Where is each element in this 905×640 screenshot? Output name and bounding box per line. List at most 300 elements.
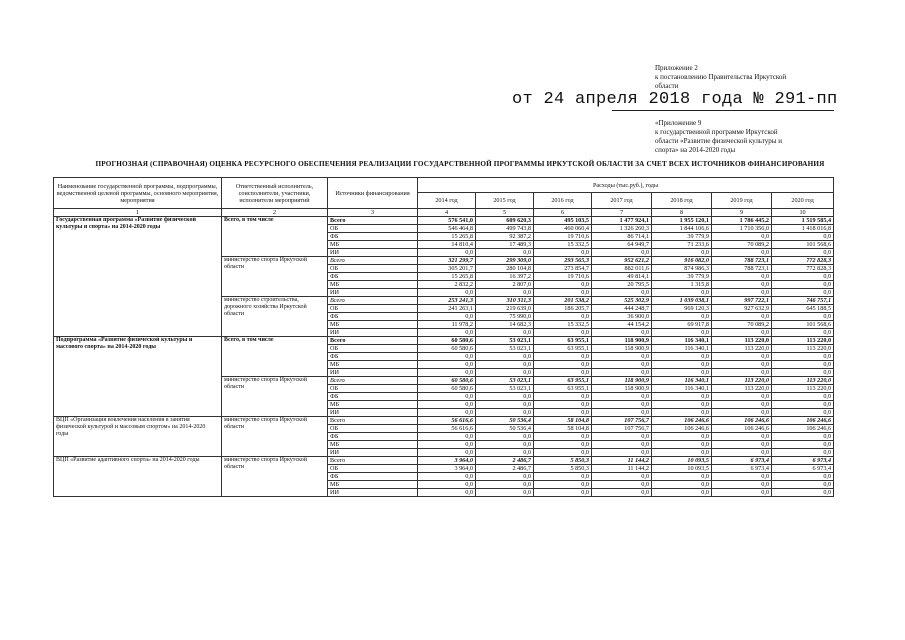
amount-cell: 113 220,0 [772,345,834,353]
amount-cell: 63 955,1 [534,377,592,385]
amount-cell: 0,0 [534,313,592,321]
amount-cell: 0,0 [592,473,652,481]
amount-cell: 0,0 [418,369,476,377]
amount-cell: 0,0 [712,369,772,377]
amount-cell: 14 810,4 [418,241,476,249]
table-row [54,417,834,425]
amount-cell: 0,0 [534,433,592,441]
col-number: 8 [652,209,712,217]
amount-cell: 1 418 016,8 [772,225,834,233]
amount-cell: 0,0 [476,473,534,481]
appendix-2-line: области [655,82,679,90]
table-body [54,217,834,497]
amount-cell: 0,0 [418,449,476,457]
amount-cell: 11 144,2 [592,457,652,465]
amount-cell: 0,0 [592,449,652,457]
source-cell: Всего [328,457,418,465]
amount-cell: 0,0 [772,281,834,289]
year-header: 2020 год [772,193,834,209]
amount-cell: 0,0 [534,489,592,497]
amount-cell: 6 973,4 [772,457,834,465]
amount-cell: 0,0 [772,369,834,377]
amount-cell: 0,0 [476,329,534,337]
amount-cell: 460 060,4 [534,225,592,233]
executor-cell: Всего, в том числе [222,337,328,377]
amount-cell: 1 786 445,2 [712,217,772,225]
amount-cell: 1 477 924,1 [592,217,652,225]
amount-cell: 63 955,1 [534,337,592,345]
amount-cell: 101 568,6 [772,321,834,329]
amount-cell: 0,0 [652,473,712,481]
amount-cell: 60 580,6 [418,337,476,345]
amount-cell: 0,0 [712,473,772,481]
appendix-9-note [655,119,835,155]
amount-cell: 0,0 [772,401,834,409]
amount-cell: 0,0 [592,433,652,441]
amount-cell: 0,0 [476,361,534,369]
col-number: 10 [772,209,834,217]
source-cell: Всего [328,337,418,345]
amount-cell: 299 309,0 [476,257,534,265]
amount-cell: 64 949,7 [592,241,652,249]
amount-cell: 0,0 [534,353,592,361]
amount-cell: 0,0 [652,289,712,297]
amount-cell: 0,0 [592,369,652,377]
amount-cell: 0,0 [418,313,476,321]
amount-cell: 1 039 038,1 [652,297,712,305]
amount-cell: 280 104,8 [476,265,534,273]
source-cell: МБ [328,321,418,329]
amount-cell: 50 536,4 [476,425,534,433]
amount-cell: 10 093,5 [652,457,712,465]
amount-cell: 58 104,8 [534,417,592,425]
amount-cell: 106 246,6 [712,417,772,425]
appendix-9-line: к государственной программе Иркутской [655,128,778,136]
amount-cell: 0,0 [652,401,712,409]
appendix-2-note [655,64,825,91]
amount-cell: 106 246,6 [652,417,712,425]
amount-cell: 11 144,2 [592,465,652,473]
source-cell: ОБ [328,385,418,393]
amount-cell: 0,0 [712,281,772,289]
amount-cell: 11 978,2 [418,321,476,329]
amount-cell: 86 714,1 [592,233,652,241]
amount-cell: 116 340,1 [652,385,712,393]
amount-cell: 882 011,6 [592,265,652,273]
source-cell: ОБ [328,265,418,273]
amount-cell: 0,0 [476,433,534,441]
amount-cell: 75 990,0 [476,313,534,321]
program-name-cell: Подпрограмма «Развитие физической культуры и массового спорта» на 2014-2020 годы [54,337,222,417]
amount-cell: 0,0 [418,329,476,337]
amount-cell: 63 955,1 [534,385,592,393]
amount-cell: 0,0 [712,353,772,361]
amount-cell: 0,0 [652,393,712,401]
source-cell: ИИ [328,369,418,377]
amount-cell: 60 580,6 [418,345,476,353]
amount-cell: 0,0 [652,329,712,337]
amount-cell: 63 955,1 [534,345,592,353]
amount-cell: 5 850,3 [534,465,592,473]
financing-table [53,177,834,497]
amount-cell: 71 233,6 [652,241,712,249]
amount-cell: 15 265,8 [418,273,476,281]
amount-cell: 546 464,8 [418,225,476,233]
amount-cell: 0,0 [534,401,592,409]
amount-cell: 645 188,5 [772,305,834,313]
amount-cell: 0,0 [476,481,534,489]
source-cell: ФБ [328,393,418,401]
amount-cell: 0,0 [712,489,772,497]
appendix-2-line: Приложение 2 [655,64,698,72]
amount-cell: 0,0 [534,369,592,377]
amount-cell: 0,0 [534,449,592,457]
source-cell: МБ [328,401,418,409]
source-cell: Всего [328,217,418,225]
source-cell: ОБ [328,425,418,433]
amount-cell: 107 756,7 [592,425,652,433]
amount-cell: 0,0 [592,481,652,489]
amount-cell: 6 973,4 [712,457,772,465]
amount-cell: 0,0 [476,249,534,257]
amount-cell: 293 565,3 [534,257,592,265]
amount-cell: 0,0 [418,473,476,481]
amount-cell: 0,0 [592,409,652,417]
amount-cell: 0,0 [534,249,592,257]
amount-cell: 20 795,5 [592,281,652,289]
source-cell: ОБ [328,225,418,233]
amount-cell: 0,0 [592,329,652,337]
amount-cell: 0,0 [418,249,476,257]
amount-cell: 0,0 [592,249,652,257]
amount-cell: 3 964,0 [418,465,476,473]
amount-cell: 69 917,8 [652,321,712,329]
amount-cell: 116 340,1 [652,337,712,345]
appendix-2-line: к постановлению Правительства Иркутской [655,73,787,81]
amount-cell: 92 387,2 [476,233,534,241]
amount-cell: 997 722,1 [712,297,772,305]
amount-cell: 321 299,7 [418,257,476,265]
amount-cell: 0,0 [592,401,652,409]
amount-cell: 0,0 [418,441,476,449]
amount-cell: 15 332,5 [534,321,592,329]
executor-cell: министерство спорта Иркутской области [222,257,328,297]
amount-cell: 0,0 [712,313,772,321]
amount-cell: 3 964,0 [418,457,476,465]
amount-cell: 116 340,1 [652,377,712,385]
amount-cell: 0,0 [772,361,834,369]
year-header: 2015 год [476,193,534,209]
amount-cell: 273 854,7 [534,265,592,273]
amount-cell: 113 220,0 [712,345,772,353]
amount-cell: 0,0 [418,361,476,369]
amount-cell: 15 265,8 [418,233,476,241]
amount-cell: 0,0 [418,289,476,297]
amount-cell: 0,0 [712,329,772,337]
amount-cell: 0,0 [476,489,534,497]
amount-cell: 2 807,0 [476,281,534,289]
amount-cell: 0,0 [592,489,652,497]
amount-cell: 969 120,3 [652,305,712,313]
amount-cell: 0,0 [592,441,652,449]
amount-cell: 0,0 [476,289,534,297]
amount-cell: 0,0 [712,273,772,281]
amount-cell: 0,0 [418,353,476,361]
amount-cell: 0,0 [772,441,834,449]
amount-cell: 0,0 [712,393,772,401]
amount-cell: 0,0 [712,249,772,257]
amount-cell: 70 089,2 [712,321,772,329]
amount-cell: 0,0 [652,489,712,497]
amount-cell: 106 246,6 [772,425,834,433]
amount-cell: 0,0 [772,313,834,321]
amount-cell: 788 723,1 [712,265,772,273]
amount-cell: 0,0 [652,313,712,321]
source-cell: Всего [328,377,418,385]
amount-cell: 0,0 [712,361,772,369]
amount-cell: 0,0 [772,473,834,481]
source-cell: ИИ [328,289,418,297]
col-header-executor: Ответственный исполнитель, соисполнители, участники, исполнители мероприятий [222,178,328,209]
decree-underline [612,110,834,111]
amount-cell: 0,0 [592,353,652,361]
amount-cell: 525 302,9 [592,297,652,305]
amount-cell: 0,0 [476,353,534,361]
amount-cell: 17 489,3 [476,241,534,249]
source-cell: ИИ [328,249,418,257]
amount-cell: 70 089,2 [712,241,772,249]
amount-cell: 0,0 [476,409,534,417]
amount-cell: 0,0 [772,353,834,361]
amount-cell: 0,0 [652,361,712,369]
amount-cell: 60 580,6 [418,385,476,393]
amount-cell: 310 311,3 [476,297,534,305]
amount-cell: 53 023,1 [476,337,534,345]
amount-cell: 106 246,6 [772,417,834,425]
amount-cell: 101 568,6 [772,241,834,249]
source-cell: МБ [328,281,418,289]
source-cell: ИИ [328,409,418,417]
amount-cell: 0,0 [772,449,834,457]
amount-cell: 2 832,2 [418,281,476,289]
amount-cell: 2 486,7 [476,457,534,465]
amount-cell: 0,0 [772,481,834,489]
amount-cell: 305 201,7 [418,265,476,273]
amount-cell: 2 486,7 [476,465,534,473]
amount-cell: 444 248,7 [592,305,652,313]
amount-cell: 16 397,2 [476,273,534,281]
amount-cell: 58 104,8 [534,425,592,433]
amount-cell: 0,0 [772,273,834,281]
amount-cell: 39 779,9 [652,273,712,281]
amount-cell: 107 756,7 [592,417,652,425]
amount-cell: 0,0 [772,233,834,241]
amount-cell: 0,0 [534,441,592,449]
table-row [54,337,834,345]
amount-cell: 50 536,4 [476,417,534,425]
amount-cell: 0,0 [772,409,834,417]
amount-cell: 0,0 [652,369,712,377]
executor-cell: министерство спорта Иркутской области [222,457,328,497]
source-cell: ОБ [328,465,418,473]
source-cell: Всего [328,257,418,265]
amount-cell: 495 103,5 [534,217,592,225]
amount-cell: 788 723,1 [712,257,772,265]
amount-cell: 0,0 [476,393,534,401]
amount-cell: 36 900,0 [592,313,652,321]
amount-cell: 609 620,3 [476,217,534,225]
amount-cell: 0,0 [772,489,834,497]
appendix-9-line: области «Развитие физической культуры и [655,137,782,145]
amount-cell: 0,0 [652,481,712,489]
amount-cell: 0,0 [476,449,534,457]
amount-cell: 0,0 [712,233,772,241]
amount-cell: 0,0 [534,393,592,401]
amount-cell: 53 023,1 [476,385,534,393]
amount-cell: 0,0 [418,393,476,401]
amount-cell: 0,0 [772,289,834,297]
amount-cell: 253 241,3 [418,297,476,305]
amount-cell: 113 220,0 [712,337,772,345]
col-number: 6 [534,209,592,217]
amount-cell: 186 205,7 [534,305,592,313]
amount-cell: 0,0 [652,409,712,417]
source-cell: Всего [328,417,418,425]
amount-cell: 1 315,8 [652,281,712,289]
amount-cell: 39 779,9 [652,233,712,241]
col-number: 7 [592,209,652,217]
amount-cell: 0,0 [418,489,476,497]
amount-cell: 0,0 [592,361,652,369]
amount-cell: 1 326 260,3 [592,225,652,233]
table-row [54,457,834,465]
source-cell: МБ [328,241,418,249]
decree-date-number: от 24 апреля 2018 года № 291-пп [512,90,838,109]
amount-cell: 44 154,2 [592,321,652,329]
col-header-source: Источники финансирования [328,178,418,209]
col-header-program: Наименование государственной программы, подпрограммы, ведомственной целевой программы, основного мероприятия, мероприятия [54,178,222,209]
table-row [54,217,834,225]
amount-cell: 0,0 [712,449,772,457]
amount-cell: 19 710,6 [534,273,592,281]
amount-cell: 0,0 [712,289,772,297]
amount-cell: 952 621,2 [592,257,652,265]
amount-cell: 113 220,0 [712,385,772,393]
amount-cell: 0,0 [534,289,592,297]
year-header: 2017 год [592,193,652,209]
amount-cell: 0,0 [652,441,712,449]
source-cell: Всего [328,297,418,305]
source-cell: МБ [328,361,418,369]
amount-cell: 15 332,5 [534,241,592,249]
col-number: 1 [54,209,222,217]
col-number: 3 [328,209,418,217]
amount-cell: 106 246,6 [652,425,712,433]
amount-cell: 219 639,0 [476,305,534,313]
amount-cell: 6 973,4 [772,465,834,473]
amount-cell: 6 973,4 [712,465,772,473]
amount-cell: 772 828,3 [772,257,834,265]
year-header: 2014 год [418,193,476,209]
amount-cell: 113 220,0 [772,377,834,385]
amount-cell: 1 710 356,0 [712,225,772,233]
amount-cell: 118 900,9 [592,385,652,393]
amount-cell: 49 814,1 [592,273,652,281]
amount-cell: 0,0 [652,249,712,257]
amount-cell: 60 580,6 [418,377,476,385]
amount-cell: 53 023,1 [476,345,534,353]
amount-cell: 118 900,9 [592,345,652,353]
source-cell: ФБ [328,233,418,241]
source-cell: ИИ [328,489,418,497]
amount-cell: 1 519 585,4 [772,217,834,225]
executor-cell: Всего, в том числе [222,217,328,257]
amount-cell: 0,0 [712,409,772,417]
col-number: 5 [476,209,534,217]
amount-cell: 0,0 [712,433,772,441]
source-cell: ИИ [328,329,418,337]
amount-cell: 0,0 [476,369,534,377]
appendix-9-line: спорта» на 2014-2020 годы [655,146,736,154]
amount-cell: 201 538,2 [534,297,592,305]
amount-cell: 927 632,9 [712,305,772,313]
amount-cell: 772 828,3 [772,265,834,273]
executor-cell: министерство спорта Иркутской области [222,377,328,417]
amount-cell: 113 220,0 [772,337,834,345]
amount-cell: 0,0 [534,409,592,417]
source-cell: ФБ [328,473,418,481]
amount-cell: 0,0 [534,281,592,289]
source-cell: ФБ [328,433,418,441]
col-header-expenses: Расходы (тыс.руб.), годы [418,178,834,193]
amount-cell: 53 023,1 [476,377,534,385]
amount-cell: 106 246,6 [712,425,772,433]
source-cell: ФБ [328,313,418,321]
amount-cell: 0,0 [592,289,652,297]
amount-cell: 0,0 [418,401,476,409]
amount-cell: 576 541,0 [418,217,476,225]
appendix-9-line: «Приложение 9 [655,119,702,127]
amount-cell: 0,0 [772,433,834,441]
amount-cell: 19 710,6 [534,233,592,241]
amount-cell: 0,0 [476,441,534,449]
col-number: 4 [418,209,476,217]
amount-cell: 0,0 [652,433,712,441]
amount-cell: 14 682,3 [476,321,534,329]
amount-cell: 0,0 [712,481,772,489]
amount-cell: 116 340,1 [652,345,712,353]
amount-cell: 0,0 [418,409,476,417]
source-cell: ОБ [328,345,418,353]
amount-cell: 499 743,8 [476,225,534,233]
program-name-cell: Государственная программа «Развитие физической культуры и спорта» на 2014-2020 годы [54,217,222,337]
amount-cell: 0,0 [476,401,534,409]
program-name-cell: ВЦП «Организация вовлечения населения в занятия физической культурой и массовым спортом» на 2014-2020 годы [54,417,222,457]
amount-cell: 0,0 [772,329,834,337]
source-cell: МБ [328,481,418,489]
amount-cell: 1 844 106,6 [652,225,712,233]
amount-cell: 118 900,9 [592,337,652,345]
amount-cell: 874 986,3 [652,265,712,273]
amount-cell: 0,0 [592,393,652,401]
executor-cell: министерство спорта Иркутской области [222,417,328,457]
amount-cell: 0,0 [418,433,476,441]
amount-cell: 0,0 [652,449,712,457]
program-name-cell: ВЦП «Развитие адаптивного спорта» на 2014-2020 годы [54,457,222,497]
executor-cell: министерство строительства, дорожного хозяйства Иркутской области [222,297,328,337]
amount-cell: 0,0 [772,249,834,257]
amount-cell: 0,0 [652,353,712,361]
